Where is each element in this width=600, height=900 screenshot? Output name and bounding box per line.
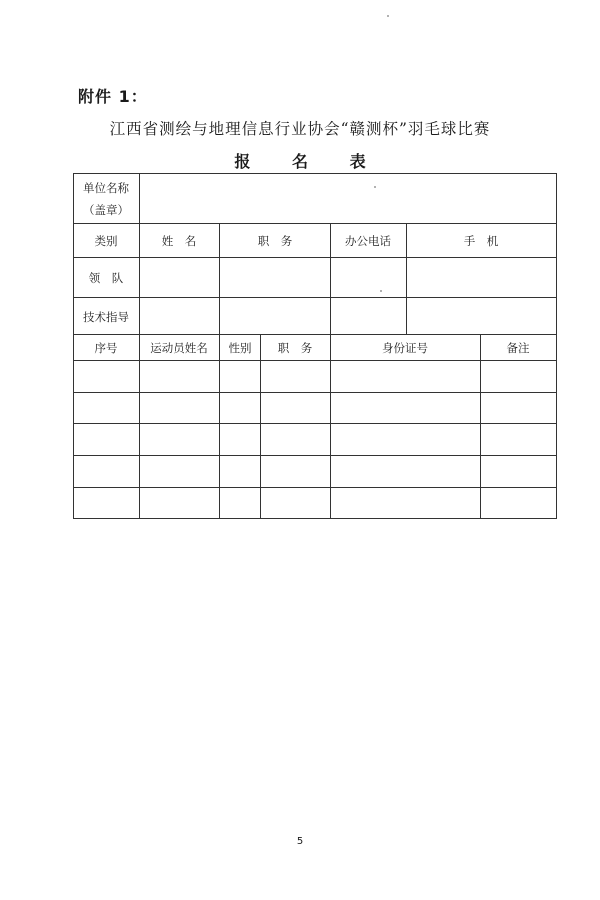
attachment-label: 附件 1： <box>78 87 148 106</box>
header-gender: 性别 <box>228 341 252 355</box>
header-mobile: 手 机 <box>463 234 499 248</box>
form-title: 报 名 表 <box>234 152 384 171</box>
header-index: 序号 <box>94 341 118 355</box>
table-border <box>74 174 557 519</box>
row-label-technical-coach: 技术指导 <box>83 310 129 324</box>
header-id-number: 身份证号 <box>382 341 428 355</box>
header-category: 类别 <box>94 234 118 248</box>
row-label-team-leader: 领 队 <box>88 271 124 285</box>
header-athlete-position: 职 务 <box>277 341 313 355</box>
scan-speck <box>380 290 382 292</box>
header-office-phone: 办公电话 <box>345 234 391 248</box>
header-remarks: 备注 <box>506 341 530 355</box>
scan-speck <box>387 15 389 17</box>
scan-speck <box>374 186 376 188</box>
header-athlete-name: 运动员姓名 <box>150 341 208 355</box>
header-staff-position: 职 务 <box>257 234 293 248</box>
header-staff-name: 姓 名 <box>161 234 197 248</box>
document-title: 江西省测绘与地理信息行业协会“赣测杯”羽毛球比赛 <box>109 120 491 138</box>
unit-name-label: 单位名称 <box>83 181 129 195</box>
unit-seal-label: （盖章） <box>83 203 129 217</box>
page-number: 5 <box>296 836 304 847</box>
